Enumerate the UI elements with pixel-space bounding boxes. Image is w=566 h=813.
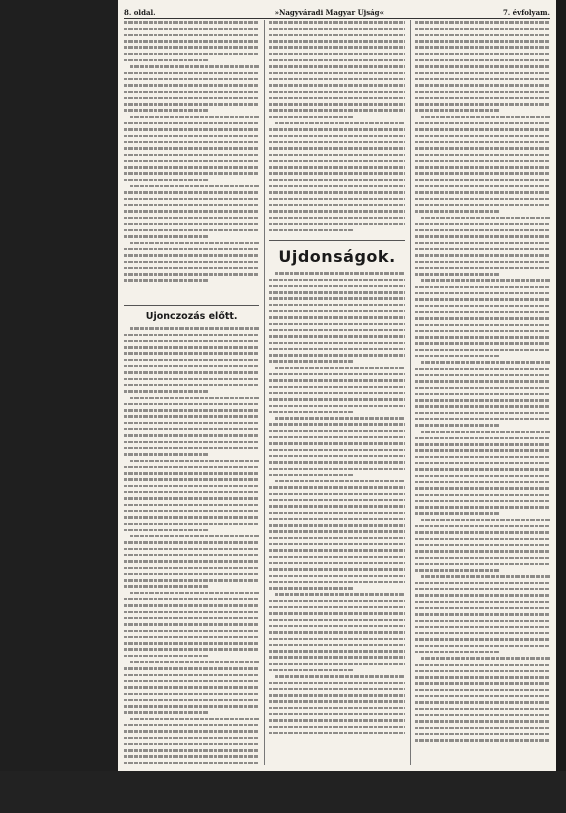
column-1-text-bottom bbox=[124, 326, 259, 765]
scan-border-right bbox=[556, 0, 566, 813]
newspaper-page bbox=[118, 0, 556, 771]
column-1-divider bbox=[124, 305, 259, 306]
scan-border-left bbox=[0, 0, 118, 813]
paper-title: »Nagyváradi Magyar Ujság« bbox=[274, 7, 384, 17]
column-3-text bbox=[415, 20, 550, 765]
article-title-ujjonczok: Ujonczozás előtt. bbox=[145, 311, 238, 322]
column-2-divider bbox=[269, 240, 404, 241]
scan-border-bottom bbox=[0, 771, 566, 813]
column-3 bbox=[410, 20, 550, 765]
issue-date: 7. évfolyam. bbox=[502, 7, 550, 17]
column-1 bbox=[124, 20, 259, 765]
column-2 bbox=[264, 20, 404, 765]
column-1-text-top bbox=[124, 20, 259, 303]
column-2-text-bottom bbox=[269, 271, 404, 765]
columns bbox=[124, 20, 550, 765]
running-header bbox=[124, 6, 550, 19]
column-2-text-top bbox=[269, 20, 404, 238]
section-title-ujdonsagok: Ujdonságok. bbox=[278, 247, 396, 266]
page-number: 8. oldal. bbox=[124, 7, 156, 17]
